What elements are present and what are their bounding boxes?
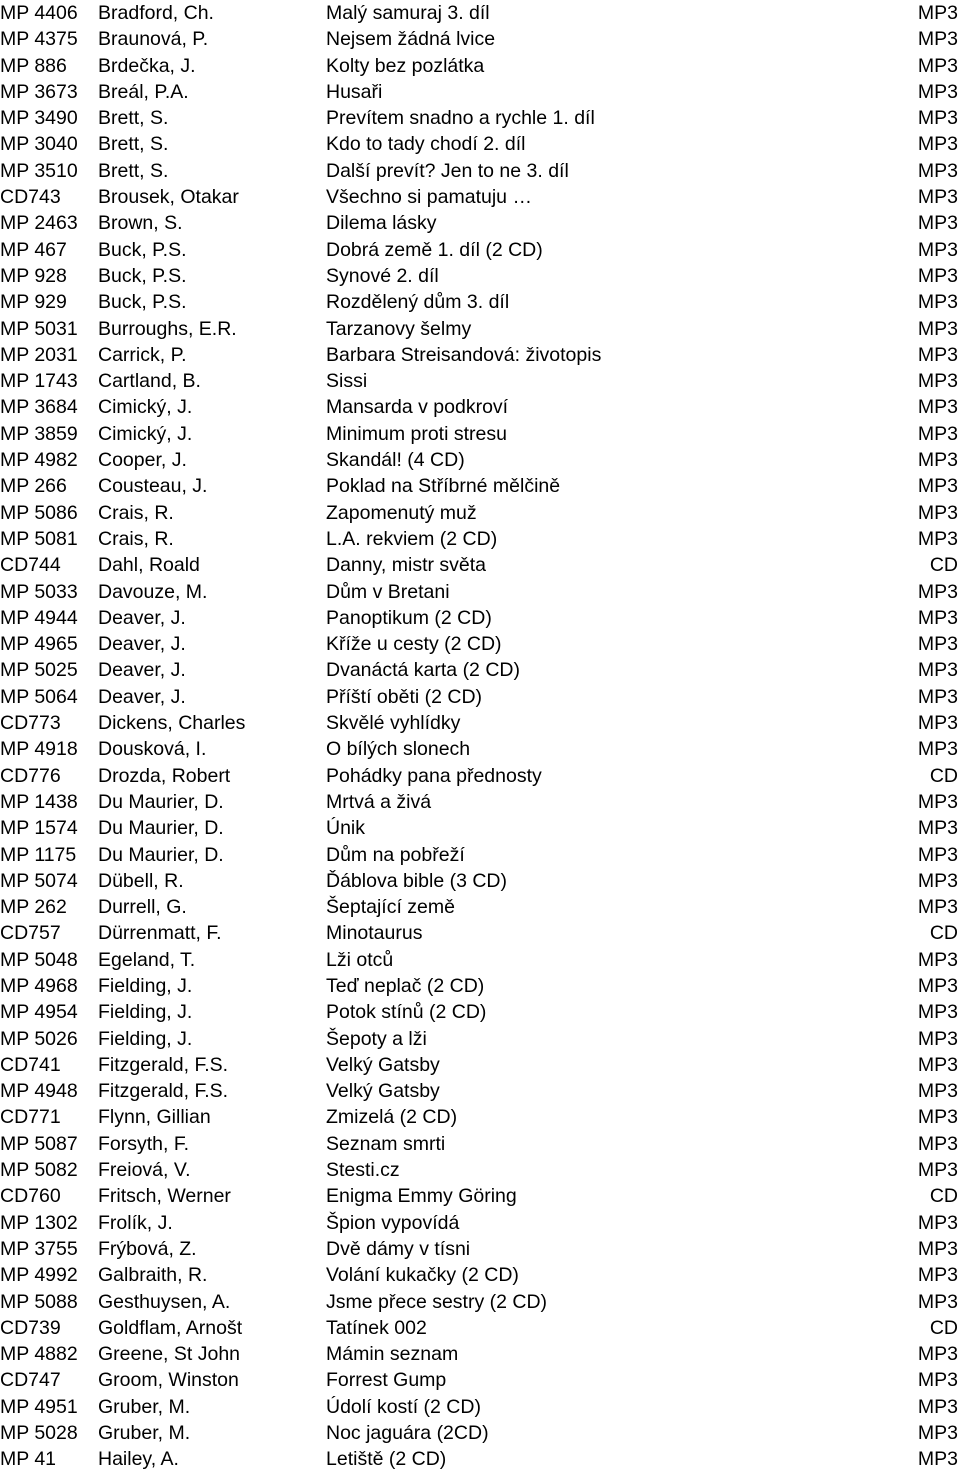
catalog-row [0, 631, 960, 657]
item-code: MP 1175 [0, 843, 77, 866]
item-code: MP 5082 [0, 1159, 78, 1182]
catalog-row [0, 789, 960, 815]
item-title: O bílých slonech [326, 738, 471, 761]
item-title: Forrest Gump [326, 1369, 447, 1392]
item-code: CD771 [0, 1106, 61, 1129]
item-author: Brdečka, J. [98, 54, 196, 77]
item-code: MP 3490 [0, 107, 78, 130]
item-code: MP 2031 [0, 343, 78, 366]
item-title: Zapomenutý muž [326, 501, 477, 524]
item-author: Cooper, J. [98, 449, 187, 472]
item-title: Špion vypovídá [326, 1211, 460, 1234]
item-title: Enigma Emmy Göring [326, 1185, 517, 1208]
catalog-row [0, 289, 960, 315]
item-format: MP3 [917, 396, 958, 419]
item-title: Minimum proti stresu [326, 422, 507, 445]
item-code: CD739 [0, 1316, 61, 1339]
item-code: MP 4968 [0, 974, 78, 997]
item-title: Synové 2. díl [326, 264, 439, 287]
catalog-row [0, 210, 960, 236]
item-author: Du Maurier, D. [98, 817, 224, 840]
item-title: Panoptikum (2 CD) [326, 606, 492, 629]
item-author: Fielding, J. [98, 974, 193, 997]
catalog-row [0, 473, 960, 499]
item-title: Šeptající země [326, 896, 455, 919]
item-title: Mámin seznam [326, 1343, 459, 1366]
item-format: MP3 [917, 1159, 958, 1182]
item-code: MP 266 [0, 475, 67, 498]
item-title: Malý samuraj 3. díl [326, 2, 490, 24]
item-author: Dickens, Charles [98, 712, 246, 735]
catalog-row [0, 1420, 960, 1446]
catalog-row [0, 1157, 960, 1183]
item-code: CD741 [0, 1053, 61, 1076]
item-title: Sissi [326, 370, 368, 393]
item-code: MP 5025 [0, 659, 78, 682]
item-format: MP3 [917, 238, 958, 261]
item-author: Brown, S. [98, 212, 183, 235]
item-code: CD776 [0, 764, 61, 787]
item-title: Lži otců [326, 948, 394, 971]
item-author: Du Maurier, D. [98, 790, 224, 813]
item-author: Cimický, J. [98, 396, 193, 419]
item-format: MP3 [917, 1027, 958, 1050]
item-author: Brett, S. [98, 133, 169, 156]
item-author: Fielding, J. [98, 1001, 193, 1024]
item-format: MP3 [917, 712, 958, 735]
item-title: Volání kukačky (2 CD) [326, 1264, 519, 1287]
item-author: Dahl, Roald [98, 554, 200, 577]
catalog-row [0, 1289, 960, 1315]
item-code: MP 5028 [0, 1422, 78, 1445]
item-author: Buck, P.S. [98, 264, 187, 287]
catalog-row [0, 1104, 960, 1130]
item-code: MP 5064 [0, 685, 78, 708]
item-format: MP3 [917, 1080, 958, 1103]
item-code: MP 4982 [0, 449, 78, 472]
item-code: CD744 [0, 554, 61, 577]
item-title: Potok stínů (2 CD) [326, 1001, 487, 1024]
item-title: L.A. rekviem (2 CD) [326, 527, 498, 550]
catalog-row [0, 657, 960, 683]
item-code: MP 5088 [0, 1290, 78, 1313]
item-format: MP3 [917, 28, 958, 51]
item-format: MP3 [917, 659, 958, 682]
catalog-row [0, 552, 960, 578]
item-author: Hailey, A. [98, 1448, 179, 1471]
item-format: MP3 [917, 422, 958, 445]
item-author: Frýbová, Z. [98, 1237, 197, 1260]
catalog-row [0, 1026, 960, 1052]
item-format: MP3 [917, 501, 958, 524]
item-code: MP 1302 [0, 1211, 78, 1234]
item-author: Drozda, Robert [98, 764, 231, 787]
item-title: Velký Gatsby [326, 1080, 440, 1103]
item-author: Crais, R. [98, 527, 174, 550]
item-author: Deaver, J. [98, 659, 186, 682]
item-author: Fitzgerald, F.S. [98, 1080, 229, 1103]
item-code: MP 4954 [0, 1001, 78, 1024]
catalog-row [0, 1210, 960, 1236]
item-code: CD743 [0, 186, 61, 209]
item-code: MP 5086 [0, 501, 78, 524]
item-title: Pohádky pana přednosty [326, 764, 542, 787]
item-format: MP3 [917, 1132, 958, 1155]
item-code: MP 5048 [0, 948, 78, 971]
catalog-row [0, 263, 960, 289]
item-author: Dübell, R. [98, 869, 184, 892]
item-author: Burroughs, E.R. [98, 317, 237, 340]
item-author: Durrell, G. [98, 896, 187, 919]
item-code: MP 4406 [0, 2, 78, 24]
item-author: Freiová, V. [98, 1159, 191, 1182]
item-author: Brousek, Otakar [98, 186, 239, 209]
catalog-row [0, 736, 960, 762]
item-format: MP3 [917, 1264, 958, 1287]
item-title: Jsme přece sestry (2 CD) [326, 1290, 548, 1313]
item-author: Cousteau, J. [98, 475, 208, 498]
item-title: Ďáblova bible (3 CD) [326, 869, 507, 892]
catalog-row [0, 342, 960, 368]
item-format: MP3 [917, 817, 958, 840]
item-title: Kříže u cesty (2 CD) [326, 633, 502, 656]
item-format: MP3 [917, 1395, 958, 1418]
catalog-row [0, 316, 960, 342]
item-author: Gesthuysen, A. [98, 1290, 231, 1313]
item-format: MP3 [917, 869, 958, 892]
item-code: MP 929 [0, 291, 67, 314]
item-code: MP 262 [0, 896, 67, 919]
item-format: MP3 [917, 1343, 958, 1366]
item-code: MP 5026 [0, 1027, 78, 1050]
item-author: Buck, P.S. [98, 291, 187, 314]
item-title: Další prevít? Jen to ne 3. díl [326, 159, 569, 182]
catalog-row [0, 763, 960, 789]
item-format: MP3 [917, 843, 958, 866]
item-code: MP 41 [0, 1448, 57, 1471]
item-code: MP 467 [0, 238, 67, 261]
item-format: MP3 [917, 475, 958, 498]
item-format: CD [929, 922, 958, 945]
catalog-row [0, 894, 960, 920]
item-author: Gruber, M. [98, 1422, 191, 1445]
item-author: Galbraith, R. [98, 1264, 208, 1287]
item-code: MP 4992 [0, 1264, 78, 1287]
item-author: Deaver, J. [98, 606, 186, 629]
catalog-row [0, 973, 960, 999]
item-author: Davouze, M. [98, 580, 208, 603]
catalog-row [0, 394, 960, 420]
catalog-row [0, 1052, 960, 1078]
item-code: CD773 [0, 712, 61, 735]
item-author: Greene, St John [98, 1343, 241, 1366]
catalog-row [0, 1446, 960, 1472]
item-format: MP3 [917, 80, 958, 103]
item-title: Únik [326, 817, 366, 840]
item-title: Prevítem snadno a rychle 1. díl [326, 107, 595, 130]
item-format: MP3 [917, 790, 958, 813]
item-author: Breál, P.A. [98, 80, 189, 103]
item-format: MP3 [917, 133, 958, 156]
item-format: MP3 [917, 317, 958, 340]
item-title: Barbara Streisandová: životopis [326, 343, 602, 366]
catalog-row [0, 1341, 960, 1367]
item-format: MP3 [917, 896, 958, 919]
item-format: MP3 [917, 685, 958, 708]
item-format: MP3 [917, 1422, 958, 1445]
item-code: MP 4882 [0, 1343, 78, 1366]
item-code: MP 4375 [0, 28, 78, 51]
item-author: Goldflam, Arnošt [98, 1316, 243, 1339]
item-title: Šepoty a lži [326, 1027, 427, 1050]
item-code: MP 3684 [0, 396, 78, 419]
catalog-row [0, 53, 960, 79]
item-code: MP 4951 [0, 1395, 78, 1418]
item-format: MP3 [917, 2, 958, 24]
item-title: Dobrá země 1. díl (2 CD) [326, 238, 543, 261]
item-format: MP3 [917, 1053, 958, 1076]
item-title: Nejsem žádná lvice [326, 28, 496, 51]
catalog-row [0, 842, 960, 868]
catalog-row [0, 447, 960, 473]
item-code: MP 886 [0, 54, 67, 77]
catalog-row [0, 947, 960, 973]
item-author: Carrick, P. [98, 343, 187, 366]
item-title: Dům na pobřeží [326, 843, 465, 866]
item-title: Skvělé vyhlídky [326, 712, 461, 735]
item-code: MP 1743 [0, 370, 78, 393]
item-title: Danny, mistr světa [326, 554, 487, 577]
item-author: Egeland, T. [98, 948, 196, 971]
item-format: MP3 [917, 186, 958, 209]
catalog-row [0, 815, 960, 841]
item-code: MP 3859 [0, 422, 78, 445]
item-title: Dilema lásky [326, 212, 437, 235]
catalog-row [0, 920, 960, 946]
item-code: MP 1574 [0, 817, 78, 840]
item-author: Deaver, J. [98, 633, 186, 656]
catalog-row [0, 158, 960, 184]
catalog-row [0, 1183, 960, 1209]
item-code: MP 5031 [0, 317, 78, 340]
item-author: Gruber, M. [98, 1395, 191, 1418]
item-format: MP3 [917, 1237, 958, 1260]
item-format: CD [929, 1316, 958, 1339]
item-author: Buck, P.S. [98, 238, 187, 261]
item-title: Dvě dámy v tísni [326, 1237, 471, 1260]
item-format: MP3 [917, 633, 958, 656]
catalog-row [0, 868, 960, 894]
item-code: MP 4918 [0, 738, 78, 761]
item-code: MP 5074 [0, 869, 78, 892]
item-format: MP3 [917, 159, 958, 182]
item-title: Husaři [326, 80, 383, 103]
catalog-row [0, 79, 960, 105]
item-author: Deaver, J. [98, 685, 186, 708]
item-format: MP3 [917, 1211, 958, 1234]
item-title: Mansarda v podkroví [326, 396, 509, 419]
item-format: MP3 [917, 974, 958, 997]
item-code: CD760 [0, 1185, 61, 1208]
item-format: CD [929, 764, 958, 787]
catalog-row [0, 368, 960, 394]
item-code: MP 5087 [0, 1132, 78, 1155]
item-author: Cartland, B. [98, 370, 201, 393]
item-format: MP3 [917, 606, 958, 629]
catalog-row [0, 605, 960, 631]
item-author: Crais, R. [98, 501, 174, 524]
catalog-row [0, 0, 960, 26]
item-author: Fritsch, Werner [98, 1185, 231, 1208]
item-title: Všechno si pamatuju … [326, 186, 532, 209]
item-title: Skandál! (4 CD) [326, 449, 465, 472]
item-title: Poklad na Stříbrné mělčině [326, 475, 561, 498]
catalog-row [0, 1262, 960, 1288]
item-format: CD [929, 1185, 958, 1208]
item-author: Dürrenmatt, F. [98, 922, 222, 945]
catalog-row [0, 684, 960, 710]
item-code: MP 3510 [0, 159, 78, 182]
catalog-row [0, 1236, 960, 1262]
item-format: MP3 [917, 449, 958, 472]
item-format: MP3 [917, 291, 958, 314]
item-format: MP3 [917, 738, 958, 761]
item-format: MP3 [917, 1106, 958, 1129]
item-title: Příští oběti (2 CD) [326, 685, 483, 708]
item-code: CD757 [0, 922, 61, 945]
item-author: Du Maurier, D. [98, 843, 224, 866]
item-format: MP3 [917, 1448, 958, 1471]
catalog-row [0, 26, 960, 52]
item-format: MP3 [917, 343, 958, 366]
item-title: Mrtvá a živá [326, 790, 432, 813]
catalog-row [0, 710, 960, 736]
item-title: Kolty bez pozlátka [326, 54, 485, 77]
catalog-row [0, 999, 960, 1025]
item-title: Velký Gatsby [326, 1053, 440, 1076]
item-author: Bradford, Ch. [98, 2, 214, 24]
catalog-row [0, 526, 960, 552]
item-author: Dousková, I. [98, 738, 207, 761]
catalog-row [0, 131, 960, 157]
item-code: MP 1438 [0, 790, 78, 813]
catalog-row [0, 1367, 960, 1393]
item-code: MP 4965 [0, 633, 78, 656]
item-code: MP 3673 [0, 80, 78, 103]
item-format: CD [929, 554, 958, 577]
item-title: Stesti.cz [326, 1159, 400, 1182]
item-format: MP3 [917, 948, 958, 971]
item-author: Brett, S. [98, 159, 169, 182]
item-author: Fielding, J. [98, 1027, 193, 1050]
item-title: Dvanáctá karta (2 CD) [326, 659, 520, 682]
item-author: Flynn, Gillian [98, 1106, 211, 1129]
item-title: Minotaurus [326, 922, 423, 945]
item-author: Forsyth, F. [98, 1132, 190, 1155]
catalog-row [0, 184, 960, 210]
item-format: MP3 [917, 1369, 958, 1392]
item-format: MP3 [917, 264, 958, 287]
catalog-row [0, 421, 960, 447]
item-title: Zmizelá (2 CD) [326, 1106, 458, 1129]
item-code: MP 5081 [0, 527, 78, 550]
item-author: Brett, S. [98, 107, 169, 130]
item-format: MP3 [917, 527, 958, 550]
catalog-row [0, 105, 960, 131]
catalog-row [0, 579, 960, 605]
item-title: Seznam smrti [326, 1132, 446, 1155]
item-format: MP3 [917, 580, 958, 603]
item-title: Noc jaguára (2CD) [326, 1422, 489, 1445]
item-author: Fitzgerald, F.S. [98, 1053, 229, 1076]
item-title: Dům v Bretani [326, 580, 450, 603]
item-format: MP3 [917, 54, 958, 77]
item-code: MP 2463 [0, 212, 78, 235]
item-title: Teď neplač (2 CD) [326, 974, 485, 997]
item-code: MP 3040 [0, 133, 78, 156]
item-format: MP3 [917, 1290, 958, 1313]
item-format: MP3 [917, 107, 958, 130]
item-title: Tatínek 002 [326, 1316, 427, 1339]
item-author: Frolík, J. [98, 1211, 173, 1234]
catalog-row [0, 1078, 960, 1104]
item-format: MP3 [917, 370, 958, 393]
item-title: Rozdělený dům 3. díl [326, 291, 510, 314]
item-code: MP 4944 [0, 606, 78, 629]
item-code: MP 5033 [0, 580, 78, 603]
item-title: Údolí kostí (2 CD) [326, 1395, 481, 1418]
catalog-row [0, 500, 960, 526]
item-author: Cimický, J. [98, 422, 193, 445]
item-author: Braunová, P. [98, 28, 209, 51]
catalog-row [0, 1315, 960, 1341]
catalog-row [0, 1394, 960, 1420]
item-code: CD747 [0, 1369, 61, 1392]
item-title: Kdo to tady chodí 2. díl [326, 133, 526, 156]
item-title: Letiště (2 CD) [326, 1448, 447, 1471]
item-code: MP 3755 [0, 1237, 78, 1260]
item-title: Tarzanovy šelmy [326, 317, 472, 340]
item-code: MP 928 [0, 264, 67, 287]
item-code: MP 4948 [0, 1080, 78, 1103]
item-format: MP3 [917, 212, 958, 235]
item-author: Groom, Winston [98, 1369, 239, 1392]
catalog-row [0, 237, 960, 263]
item-format: MP3 [917, 1001, 958, 1024]
catalog-row [0, 1131, 960, 1157]
